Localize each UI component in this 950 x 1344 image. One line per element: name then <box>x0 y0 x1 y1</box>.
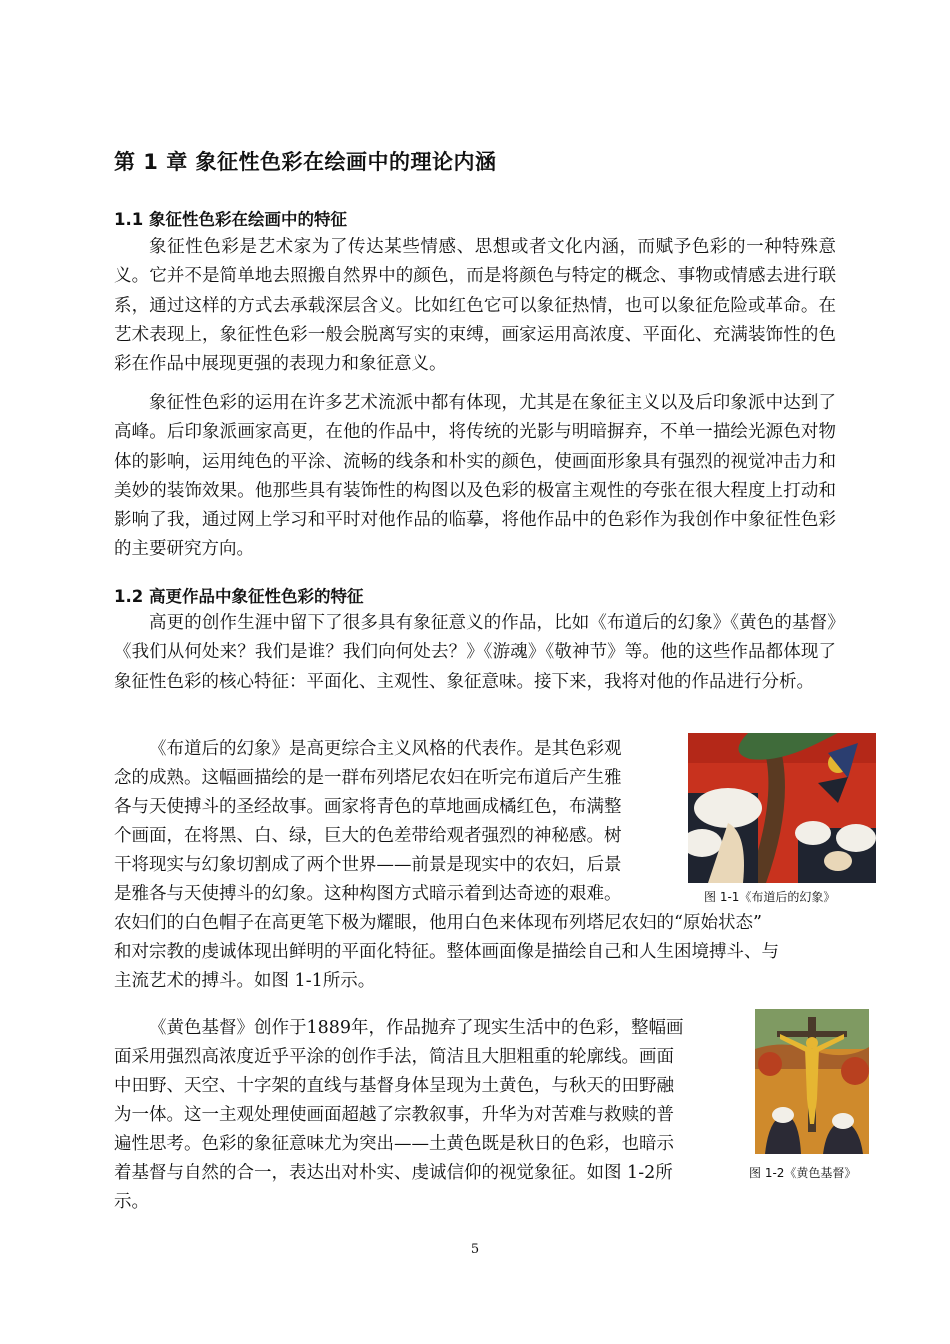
text-line: 遍性思考。色彩的象征意味尤为突出——土黄色既是秋日的色彩，也暗示 <box>114 1134 674 1154</box>
text-line: 《黄色基督》创作于1889年，作品抛弃了现实生活中的色彩，整幅画 <box>149 1018 684 1038</box>
text-line: 念的成熟。这幅画描绘的是一群布列塔尼农妇在听完布道后产生雅 <box>114 768 622 788</box>
text-line: 主流艺术的搏斗。如图 1-1所示。 <box>114 971 376 991</box>
section-heading-1-1: 1.1 象征性色彩在绘画中的特征 <box>114 210 347 229</box>
text-line: 是雅各与天使搏斗的幻象。这种构图方式暗示着到达奇迹的艰难。 <box>114 884 622 904</box>
page-number: 5 <box>470 1242 480 1257</box>
figure-yellow-christ-painting <box>755 1009 869 1154</box>
figure-vision-after-sermon-painting <box>688 733 876 883</box>
painting-image <box>755 1009 869 1154</box>
text-line: 为一体。这一主观处理使画面超越了宗教叙事，升华为对苦难与救赎的普 <box>114 1105 674 1125</box>
text-line: 农妇们的白色帽子在高更笔下极为耀眼，他用白色来体现布列塔尼农妇的“原始状态” <box>114 913 762 933</box>
text-line: 和对宗教的虔诚体现出鲜明的平面化特征。整体画面像是描绘自己和人生困境搏斗、与 <box>114 942 779 962</box>
text-line: 面采用强烈高浓度近乎平涂的创作手法，简洁且大胆粗重的轮廓线。画面 <box>114 1047 674 1067</box>
figure-caption-1-1: 图 1-1《布道后的幻象》 <box>704 890 836 904</box>
text-line: 《布道后的幻象》是高更综合主义风格的代表作。是其色彩观 <box>149 739 622 759</box>
text-line: 示。 <box>114 1192 149 1212</box>
chapter-title: 第 1 章 象征性色彩在绘画中的理论内涵 <box>114 150 497 174</box>
text-line: 各与天使搏斗的圣经故事。画家将青色的草地画成橘红色，布满整 <box>114 797 622 817</box>
text-line: 中田野、天空、十字架的直线与基督身体呈现为土黄色，与秋天的田野融 <box>114 1076 674 1096</box>
painting-image <box>688 733 876 883</box>
text-line: 干将现实与幻象切割成了两个世界——前景是现实中的农妇，后景 <box>114 855 622 875</box>
text-line: 个画面，在将黑、白、绿，巨大的色差带给观者强烈的神秘感。树 <box>114 826 622 846</box>
paragraph-gauguin-works: 高更的创作生涯中留下了很多具有象征意义的作品，比如《布道后的幻象》《黄色的基督》《我们从何处来？我们是谁？我们向何处去？》《游魂》《敬神节》等。他的这些作品都体现了象征性色彩的核心特征：平面化、主观性、象征意味。接下来，我将对他的作品进行分析。 <box>114 613 836 692</box>
paragraph-symbolic-color-definition: 象征性色彩是艺术家为了传达某些情感、思想或者文化内涵，而赋予色彩的一种特殊意义。它并不是简单地去照搬自然界中的颜色，而是将颜色与特定的概念、事物或情感去进行联系，通过这样的方式去承载深层含义。比如红色它可以象征热情，也可以象征危险或革命。在艺术表现上，象征性色彩一般会脱离写实的束缚，画家运用高浓度、平面化、充满装饰性的色彩在作品中展现更强的表现力和象征意义。 <box>114 237 836 375</box>
section-heading-1-2: 1.2 高更作品中象征性色彩的特征 <box>114 587 364 606</box>
figure-caption-1-2: 图 1-2《黄色基督》 <box>749 1166 857 1180</box>
paragraph-gauguin-intro: 象征性色彩的运用在许多艺术流派中都有体现，尤其是在象征主义以及后印象派中达到了高峰。后印象派画家高更，在他的作品中，将传统的光影与明暗摒弃，不单一描绘光源色对物体的影响，运用纯色的平涂、流畅的线条和朴实的颜色，使画面形象具有强烈的视觉冲击力和美妙的装饰效果。他那些具有装饰性的构图以及色彩的极富主观性的夸张在很大程度上打动和影响了我，通过网上学习和平时对他作品的临摹，将他作品中的色彩作为我创作中象征性色彩的主要研究方向。 <box>114 393 836 560</box>
text-line: 着基督与自然的合一，表达出对朴实、虔诚信仰的视觉象征。如图 1-2所 <box>114 1163 673 1183</box>
